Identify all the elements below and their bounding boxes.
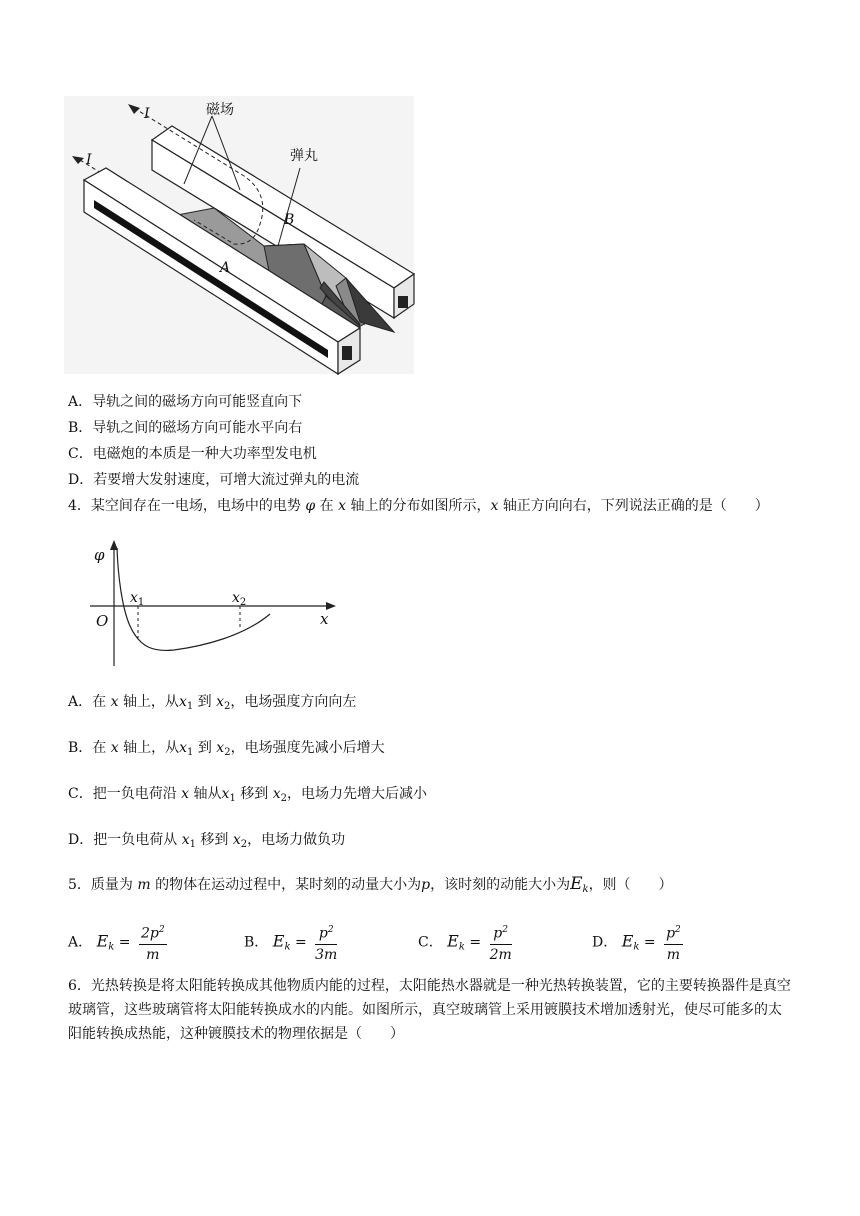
q4-option-b: B．在 x 轴上，从$x_1$ 到 $x_2$，电场强度先减小后增大 <box>68 740 385 758</box>
label-point-a: A <box>220 260 231 276</box>
graph-x-label: x <box>320 610 329 628</box>
q4-option-a: A．在 x 轴上，从$x_1$ 到 $x_2$，电场强度方向向左 <box>68 694 357 712</box>
q6-stem: 6．光热转换是将太阳能转换成其他物质内能的过程，太阳能热水器就是一种光热转换装置，它的主要转换器件是真空玻璃管，这些玻璃管将太阳能转换成水的内能。如图所示，真空玻璃管上采用镀膜技术增加透射光，使尽可能多的太阳能转换成热能，这种镀膜技术的物理依据是（ ） <box>68 978 791 1042</box>
q5-option-c: C． $E_k$ = $\frac{p^2}{2m}$ <box>418 920 512 965</box>
graph-x1-label: $x_1$ <box>130 590 145 608</box>
q4-stem: 4．某空间存在一电场，电场中的电势 φ 在 x 轴上的分布如图所示，x 轴正方向向右，下列说法正确的是（ ） <box>68 498 769 514</box>
q4-option-c: C．把一负电荷沿 x 轴从$x_1$ 移到 $x_2$，电场力先增大后减小 <box>68 786 427 804</box>
q3-option-a: A．导轨之间的磁场方向可能竖直向下 <box>68 394 303 410</box>
label-current-left: I <box>86 152 92 168</box>
graph-x2-label: $x_2$ <box>232 590 247 608</box>
graph-phi-label: φ <box>94 546 105 564</box>
label-magnetic-field: 磁场 <box>206 102 234 118</box>
q4-option-d: D．把一负电荷从 $x_1$ 移到 $x_2$，电场力做负功 <box>68 832 346 850</box>
label-current-top: I <box>144 106 150 122</box>
label-point-b: B <box>284 212 295 228</box>
railgun-figure <box>64 96 424 380</box>
q5-option-d: D． $E_k$ = $\frac{p^2}{m}$ <box>592 920 683 965</box>
q3-option-c: C．电磁炮的本质是一种大功率型发电机 <box>68 446 317 462</box>
label-bullet: 弹丸 <box>290 148 318 164</box>
potential-graph <box>84 536 344 670</box>
q5-option-b: B． $E_k$ = $\frac{p^2}{3m}$ <box>244 920 337 965</box>
graph-origin-label: O <box>96 612 109 630</box>
q5-stem: 5．质量为 m 的物体在运动过程中，某时刻的动量大小为p，该时刻的动能大小为$E_k$，则（ ） <box>68 874 673 895</box>
q3-option-b: B．导轨之间的磁场方向可能水平向右 <box>68 420 303 436</box>
q3-option-d: D．若要增大发射速度，可增大流过弹丸的电流 <box>68 472 360 488</box>
q5-option-a: A． $E_k$ = $\frac{2p^2}{m}$ <box>68 920 167 965</box>
